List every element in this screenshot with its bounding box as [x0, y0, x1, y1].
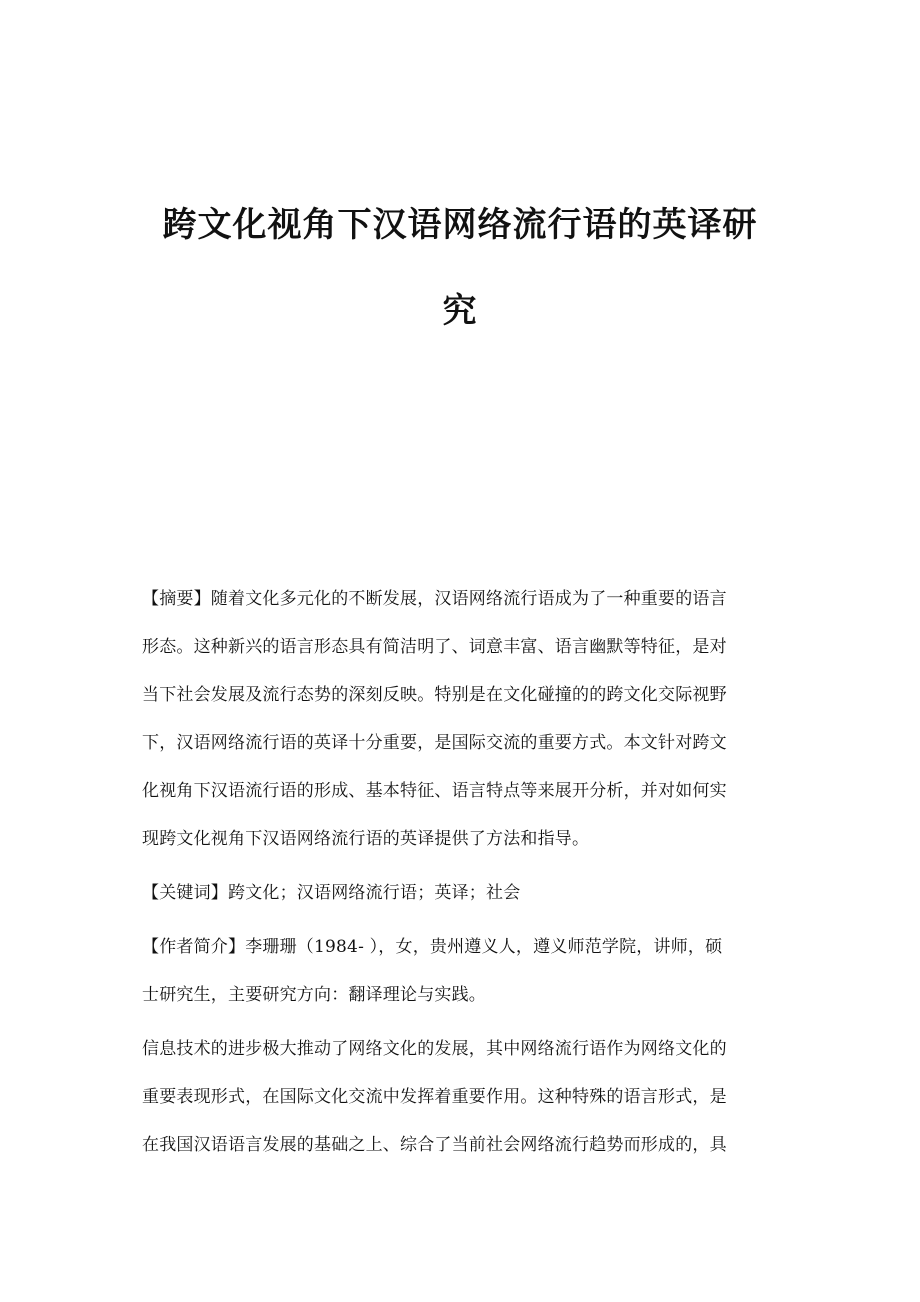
author-line: 士研究生，主要研究方向：翻译理论与实践。 [142, 985, 486, 1005]
author-paragraph [142, 923, 778, 1019]
title-line-1: 跨文化视角下汉语网络流行语的英译研 [162, 205, 758, 245]
intro-line: 在我国汉语语言发展的基础之上、综合了当前社会网络流行趋势而形成的，具 [142, 1135, 727, 1155]
keywords-line: 【关键词】跨文化；汉语网络流行语；英译；社会 [142, 883, 521, 903]
abstract-paragraph [142, 575, 778, 863]
keywords-paragraph [142, 869, 778, 917]
intro-paragraph [142, 1025, 778, 1169]
author-line: 【作者简介】李珊珊（1984- ），女，贵州遵义人，遵义师范学院，讲师，硕 [142, 937, 723, 957]
title-line-2: 究 [442, 291, 478, 331]
abstract-line: 当下社会发展及流行态势的深刻反映。特别是在文化碰撞的的跨文化交际视野 [142, 685, 727, 705]
document-title [120, 182, 800, 354]
intro-line: 重要表现形式，在国际文化交流中发挥着重要作用。这种特殊的语言形式，是 [142, 1087, 727, 1107]
abstract-line: 【摘要】随着文化多元化的不断发展，汉语网络流行语成为了一种重要的语言 [142, 589, 727, 609]
abstract-line: 现跨文化视角下汉语网络流行语的英译提供了方法和指导。 [142, 829, 590, 849]
abstract-line: 下，汉语网络流行语的英译十分重要，是国际交流的重要方式。本文针对跨文 [142, 733, 727, 753]
document-body [142, 575, 778, 1175]
intro-line: 信息技术的进步极大推动了网络文化的发展，其中网络流行语作为网络文化的 [142, 1039, 727, 1059]
abstract-line: 形态。这种新兴的语言形态具有简洁明了、词意丰富、语言幽默等特征，是对 [142, 637, 727, 657]
abstract-line: 化视角下汉语流行语的形成、基本特征、语言特点等来展开分析，并对如何实 [142, 781, 727, 801]
